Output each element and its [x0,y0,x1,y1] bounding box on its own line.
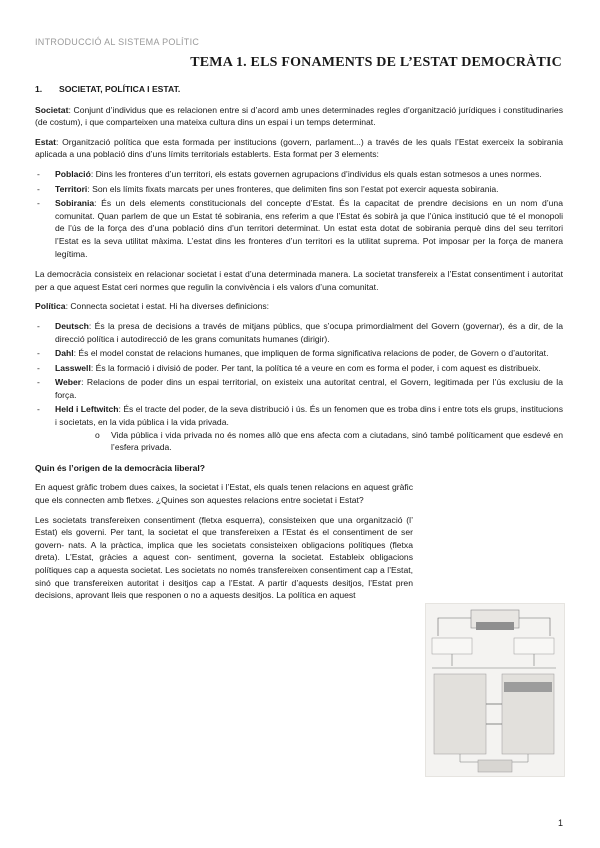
sub-list [55,429,563,454]
societat-definition [35,104,563,129]
list-item [35,168,563,181]
politica-definition [35,300,563,313]
section-heading [35,83,563,96]
estat-definition [35,136,563,161]
lasswell-text: : És la formació i divisió de poder. Per tant, la política té a veure en com es forma el poder, i com aquest es distribueix. [90,362,541,373]
diagram-box-bottom [478,760,512,772]
section-title: SOCIETAT, POLÍTICA I ESTAT. [59,84,181,94]
list-item [35,376,563,401]
section-number: 1. [35,84,43,94]
term-societat: Societat [35,104,69,115]
sobirania-text: : És un dels elements constitucionals del concepte d’Estat. És la capacitat de prendre decisions en un nom d’una comunitat. Quan parlem de que un Estat té sobirania, ens referim a que l’Estat és sobirà ja que l’única institució que té el monopoli de l’ús de la força des d’una població dins d’un territori determinat. Un estat esta dotat de sobirania perquè dins del seu territori l’Estat es la seva utilitat màxima. L’estat dins les fronteres d’un territori es la utilitat suprema. Pot imposar per la força de manera legítima. [55,198,563,259]
politica-text: : Connecta societat i estat. Hi ha diverses definicions: [65,301,270,312]
estat-elements-list [35,168,563,260]
diagram-middle-arrows [486,704,502,724]
list-item [35,183,563,196]
graph-text-column [35,481,413,601]
term-politica: Política [35,301,66,312]
list-item [35,362,563,375]
societat-text: : Conjunt d’individus que es relacionen entre si d’acord amb unes determinades regles d’organització jurídiques i constitudinaries (de costum), i que comparteixen una mateixa cultura dins un espai i un temps determinat. [35,104,563,128]
politica-definitions-list [35,320,563,454]
estat-text: : Organització política que esta formada per institucions (govern, parlament...) a través de les quals l’Estat exerceix la sobirania aplicada a una població dins d’uns límits territorials establerts. Esta format per 3 elements: [35,136,563,160]
page-number: 1 [558,818,564,828]
sub-list-item: o Vida pública i vida privada no és nomes allò que ens afecta com a ciutadans, sinó també políticament que esdevé en l’esfera privada. [91,429,563,454]
term-dahl: Dahl [55,348,74,359]
poblacio-text: : Dins les fronteres d’un territori, els estats governen agrupacions d’individus els quals estan sotmesos a unes normes. [90,168,542,179]
term-held-leftwitch: Held i Leftwitch [55,404,119,415]
list-item [35,320,563,345]
diagram-bar-estat [504,682,552,692]
term-territori: Territori [55,183,88,194]
weber-text: : Relacions de poder dins un espai territorial, on existeix una autoritat central, el Govern, legitimada per l’ús exclusiu de la força. [55,377,563,400]
dahl-text: : És el model constat de relacions humanes, que impliquen de forma significativa relacions de poder, de Govern o d’autoritat. [73,348,549,359]
running-header: INTRODUCCIÓ AL SISTEMA POLÍTIC [35,37,200,47]
term-estat: Estat [35,136,57,147]
diagram-box-right [514,638,554,654]
diagram-bar-top [476,622,514,630]
main-content [35,83,563,609]
diagram-connectors [452,654,534,666]
term-deutsch: Deutsch [55,320,89,331]
diagram-sketch [426,604,564,776]
list-item [35,347,563,360]
question-heading: Quin és l’origen de la democràcia liberal? [35,462,206,473]
term-lasswell: Lasswell [55,362,91,373]
list-item [35,403,563,453]
democracy-diagram-image [425,603,565,777]
held-leftwitch-text: : És el tracte del poder, de la seva distribució i ús. És un fenomen que es troba dins i entre tots els grups, institucions i societats, en la vida pública i la vida privada. [55,404,563,428]
diagram-box-left [432,638,472,654]
term-sobirania: Sobirania [55,198,95,209]
list-item [35,197,563,260]
term-poblacio: Població [55,168,91,179]
territori-text: : Son els límits fixats marcats per unes fronteres, que delimiten fins son l’estat pot exercir aquesta sobirania. [87,183,499,194]
transfer-paragraph: Les societats transfereixen consentiment (fletxa esquerra), consisteixen que una organització (l’ Estat) els governi. Per tant, la societat el que transfereixen a l’Estat és el consentiment de ser govern- nats. A la pràctica, implica que les societats consisteixen obligacions polítiques (fletxa dreta). L’Estat, gràcies a aquest con- sentiment, governa la societat. Estableix obligacions polítiques cap a aquesta societat. Les societats no només transfereixen consentiment cap a l’Estat, sinó que transfereixen autoritat i desitjos cap a l’Estat. A partir d’aquests desitjos, l’Estat pren decisions, aprovant lleis que responen o no a aquests desitjos. La política en aquest [35,514,413,601]
diagram-arrow-right [519,618,550,636]
democracia-paragraph: La democràcia consisteix en relacionar societat i estat d’una determinada manera. La societat transfereix a l’Estat consentiment i autoritat per a que aquest Estat ceri normes que regulin la convivència i els valors d’una comunitat. [35,269,563,292]
graph-paragraph: En aquest gràfic trobem dues caixes, la societat i l’Estat, els quals tenen relacions en aquest gràfic que els connecten amb fletxes. ¿Quines son aquestes relacions entre societat i Estat? [35,482,413,506]
diagram-arrow-left [438,618,471,636]
deutsch-text: : És la presa de decisions a través de mitjans públics, que s’ocupa primordialment del Govern (governar), és a dir, de la direcció política i autodirecció de les grans comunitats humanes (dirigir). [55,320,563,344]
diagram-box-societat [434,674,486,754]
term-weber: Weber [55,377,82,388]
page-title: TEMA 1. ELS FONAMENTS DE L’ESTAT DEMOCRÀTIC [190,55,562,70]
